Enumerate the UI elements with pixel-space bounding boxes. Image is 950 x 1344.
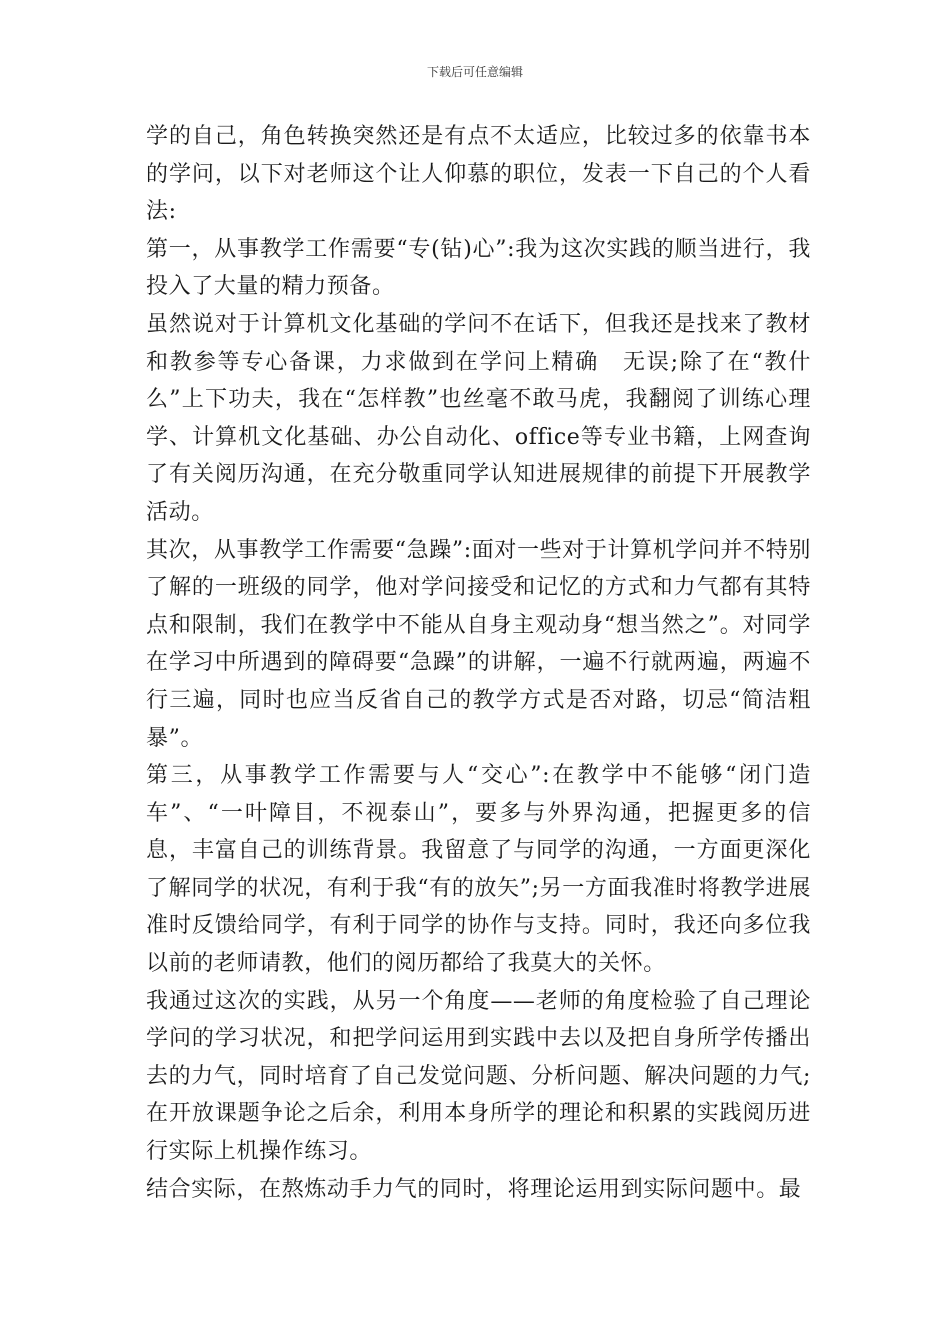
paragraph: 结合实际，在熬炼动手力气的同时，将理论运用到实际问题中。最 (146, 1176, 802, 1202)
paragraph: 第一，从事教学工作需要“专(钻)心”:我为这次实践的顺当进行，我投入了大量的精力预备。 (146, 236, 811, 300)
paragraph: 学的自己，角色转换突然还是有点不太适应，比较过多的依靠书本的学问，以下对老师这个让人仰慕的职位，发表一下自己的个人看法: (146, 124, 811, 225)
paragraph: 虽然说对于计算机文化基础的学问不在话下，但我还是找来了教材和教参等专心备课，力求做到在学问上精确 无误;除了在“教什么”上下功夫，我在“怎样教”也丝毫不敢马虎，我翻阅了训练心理学、计算机文化基础、办公自动化、office等专业书籍，上网查询了有关阅历沟通，在充分敬重同学认知进展规律的前提下开展教学活动。 (146, 311, 811, 525)
paragraph: 我通过这次的实践，从另一个角度——老师的角度检验了自己理论学问的学习状况，和把学问运用到实践中去以及把自身所学传播出去的力气，同时培育了自己发觉问题、分析问题、解决问题的力气;在开放课题争论之后余，利用本身所学的理论和积累的实践阅历进行实际上机操作练习。 (146, 988, 811, 1165)
paragraph: 其次，从事教学工作需要“急躁”:面对一些对于计算机学问并不特别了解的一班级的同学，他对学问接受和记忆的方式和力气都有其特点和限制，我们在教学中不能从自身主观动身“想当然之”。对同学在学习中所遇到的障碍要“急躁”的讲解，一遍不行就两遍，两遍不行三遍，同时也应当反省自己的教学方式是否对路，切忌“简洁粗暴”。 (146, 537, 811, 751)
page-header: 下载后可任意编辑 (426, 65, 523, 79)
paragraph: 第三，从事教学工作需要与人“交心”:在教学中不能够“闭门造车”、“一叶障目，不视泰山”，要多与外界沟通，把握更多的信息，丰富自己的训练背景。我留意了与同学的沟通，一方面更深化了解同学的状况，有利于我“有的放矢”;另一方面我准时将教学进展准时反馈给同学，有利于同学的协作与支持。同时，我还向多位我以前的老师请教，他们的阅历都给了我莫大的关怀。 (146, 763, 811, 977)
document-body (146, 118, 811, 1208)
